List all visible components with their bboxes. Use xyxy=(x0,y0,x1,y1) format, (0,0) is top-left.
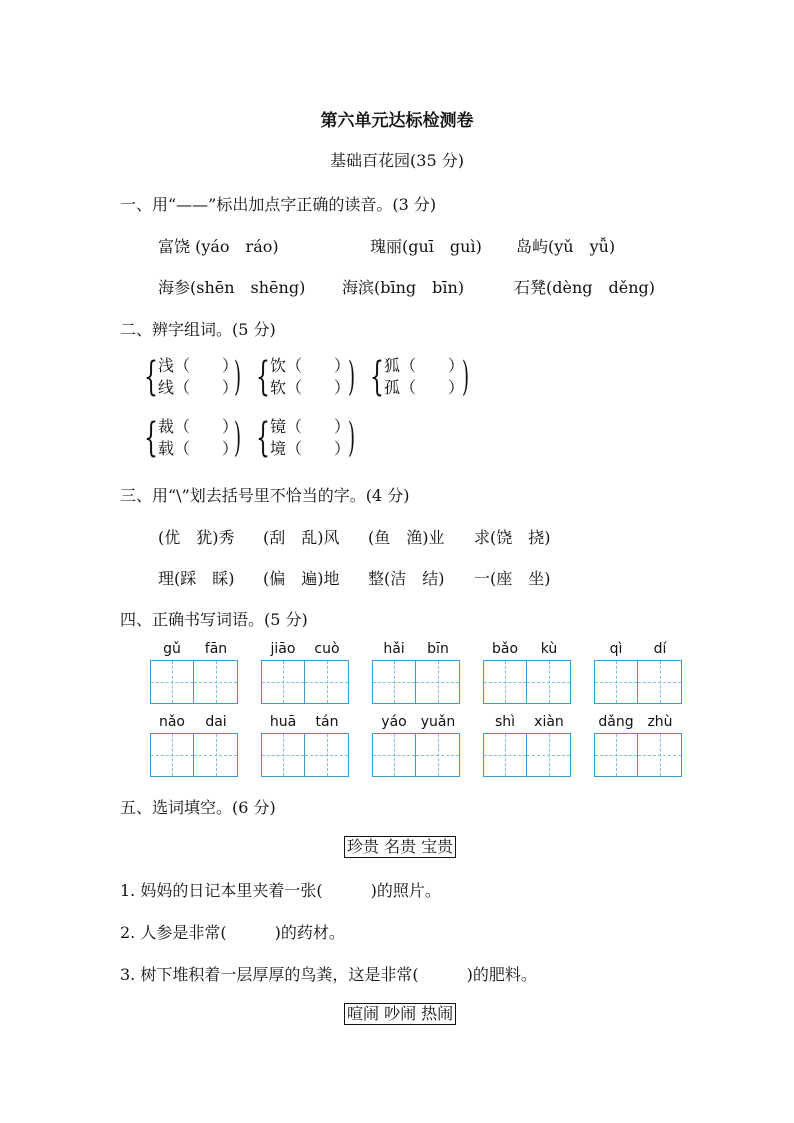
pinyin: bǎo xyxy=(491,641,519,657)
word-group xyxy=(370,355,480,403)
s4-heading: 四、正确书写词语。(5 分) xyxy=(120,610,308,629)
writing-box[interactable] xyxy=(483,733,527,777)
right-paren: ) xyxy=(234,354,242,400)
s3-item: (鱼 渔)业 xyxy=(368,528,445,547)
left-brace: { xyxy=(144,415,158,461)
pinyin: jiāo xyxy=(270,641,296,657)
writing-box[interactable] xyxy=(261,733,305,777)
question-2: 2. 人参是非常( )的药材。 xyxy=(120,923,345,942)
left-brace: { xyxy=(370,354,384,400)
word-bank-2: 喧闹 吵闹 热闹 xyxy=(344,1003,456,1025)
writing-box[interactable] xyxy=(150,660,194,704)
writing-box[interactable] xyxy=(483,660,527,704)
word-line: 裁（ ） xyxy=(158,417,239,436)
left-brace: { xyxy=(256,354,270,400)
word-line: 浅（ ） xyxy=(158,356,239,375)
s3-item: 理(踩 睬) xyxy=(158,569,235,588)
s1-item: 石凳(dèng děng) xyxy=(514,278,656,297)
pinyin: hǎi xyxy=(383,641,405,657)
word-line: 镜（ ） xyxy=(270,417,351,436)
page-title: 第六单元达标检测卷 xyxy=(320,111,474,131)
writing-box[interactable] xyxy=(372,660,416,704)
pinyin: nǎo xyxy=(158,714,186,730)
s3-heading: 三、用“\”划去括号里不恰当的字。(4 分) xyxy=(120,486,410,505)
s3-item: (优 犹)秀 xyxy=(158,528,235,547)
right-paren: ) xyxy=(462,354,470,400)
right-paren: ) xyxy=(234,415,242,461)
right-paren: ) xyxy=(348,415,356,461)
pinyin: cuò xyxy=(314,641,340,657)
word-group xyxy=(256,355,366,403)
s1-heading: 一、用“——”标出加点字正确的读音。(3 分) xyxy=(120,195,437,214)
pinyin: yuǎn xyxy=(420,714,456,730)
s3-item: 求(饶 挠) xyxy=(474,528,551,547)
s5-heading: 五、选词填空。(6 分) xyxy=(120,798,276,817)
writing-box[interactable] xyxy=(150,733,194,777)
pinyin: xiàn xyxy=(534,714,564,730)
word-line: 饮（ ） xyxy=(270,356,351,375)
section-subtitle: 基础百花园(35 分) xyxy=(330,151,464,170)
word-line: 线（ ） xyxy=(158,378,239,397)
pinyin: yáo xyxy=(381,714,407,730)
word-group xyxy=(256,416,366,464)
writing-box[interactable] xyxy=(594,660,638,704)
right-paren: ) xyxy=(348,354,356,400)
s1-item: 瑰丽(guī guì) xyxy=(370,237,482,256)
s1-item: 岛屿(yǔ yǚ) xyxy=(516,237,616,256)
writing-box[interactable] xyxy=(261,660,305,704)
question-1: 1. 妈妈的日记本里夹着一张( )的照片。 xyxy=(120,881,441,900)
pinyin: dí xyxy=(653,641,667,657)
word-group xyxy=(144,416,254,464)
word-group xyxy=(144,355,254,403)
pinyin: tán xyxy=(315,714,339,730)
left-brace: { xyxy=(144,354,158,400)
pinyin: zhù xyxy=(647,714,673,730)
word-bank-1: 珍贵 名贵 宝贵 xyxy=(344,836,456,858)
writing-box[interactable] xyxy=(305,660,349,704)
pinyin: kù xyxy=(540,641,558,657)
s1-item: 海滨(bīng bīn) xyxy=(342,278,465,297)
pinyin: huā xyxy=(269,714,297,730)
s3-item: (偏 遍)地 xyxy=(263,569,340,588)
left-brace: { xyxy=(256,415,270,461)
pinyin: qì xyxy=(609,641,623,657)
s1-item: 富饶 (yáo ráo) xyxy=(158,237,279,256)
question-3: 3. 树下堆积着一层厚厚的鸟粪，这是非常( )的肥料。 xyxy=(120,965,537,984)
writing-box[interactable] xyxy=(416,660,460,704)
s2-heading: 二、辨字组词。(5 分) xyxy=(120,320,276,339)
writing-box[interactable] xyxy=(638,660,682,704)
word-line: 境（ ） xyxy=(270,439,351,458)
s3-item: 一(座 坐) xyxy=(474,569,551,588)
writing-box[interactable] xyxy=(594,733,638,777)
pinyin: gǔ xyxy=(163,641,181,657)
word-line: 狐（ ） xyxy=(384,356,465,375)
writing-box[interactable] xyxy=(416,733,460,777)
word-line: 载（ ） xyxy=(158,439,239,458)
word-line: 孤（ ） xyxy=(384,378,465,397)
pinyin: dai xyxy=(205,714,227,730)
pinyin: bīn xyxy=(427,641,449,657)
pinyin: fān xyxy=(204,641,228,657)
s3-item: (刮 乱)风 xyxy=(263,528,340,547)
s3-item: 整(洁 结) xyxy=(368,569,445,588)
writing-box[interactable] xyxy=(527,733,571,777)
writing-box[interactable] xyxy=(638,733,682,777)
writing-box[interactable] xyxy=(305,733,349,777)
s1-item: 海参(shēn shēng) xyxy=(158,278,306,297)
writing-box[interactable] xyxy=(194,733,238,777)
pinyin: shì xyxy=(494,714,516,730)
writing-box[interactable] xyxy=(372,733,416,777)
word-line: 软（ ） xyxy=(270,378,351,397)
pinyin: dǎng xyxy=(598,714,634,730)
writing-box[interactable] xyxy=(194,660,238,704)
writing-box[interactable] xyxy=(527,660,571,704)
